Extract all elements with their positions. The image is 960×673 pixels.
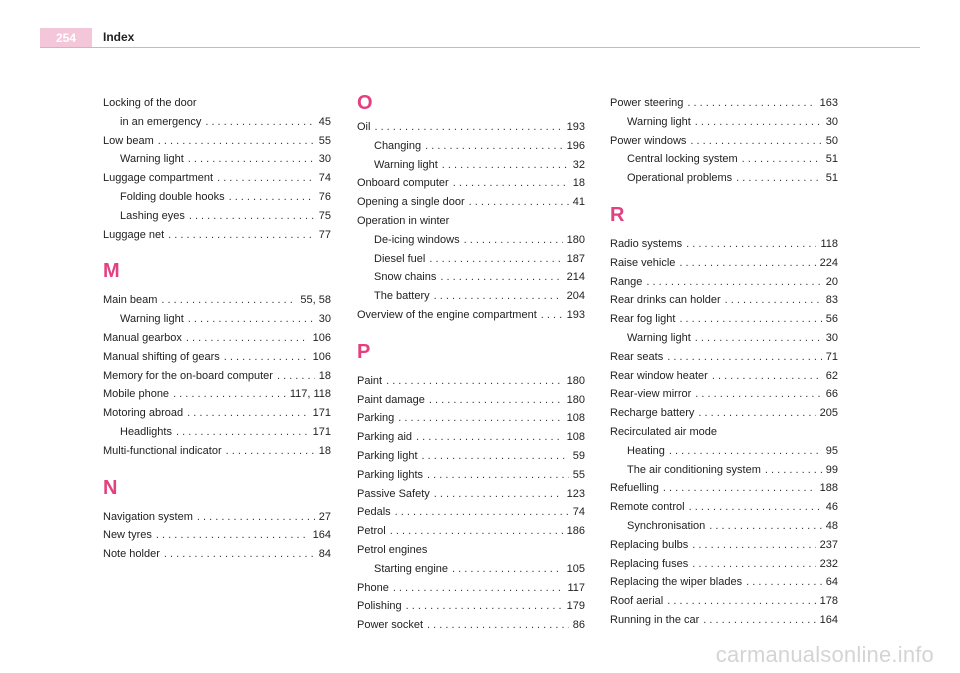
index-subentry — [610, 442, 838, 461]
entry-page-number: 186 — [566, 525, 585, 538]
dot-leader — [440, 268, 562, 287]
entry-term: Oil — [357, 121, 371, 133]
dot-leader — [156, 526, 309, 545]
entry-term: Operational problems — [627, 172, 733, 185]
entry-term: Rear fog light — [610, 313, 676, 326]
dot-leader — [197, 508, 315, 527]
dot-leader — [406, 597, 563, 616]
dot-leader — [669, 442, 822, 461]
entry-page-number: 118 — [820, 237, 838, 250]
entry-term: Rear-view mirror — [610, 388, 692, 401]
entry-term: Parking — [357, 412, 395, 425]
index-entry — [357, 174, 585, 193]
index-entry — [357, 372, 585, 391]
index-column-3 — [610, 94, 838, 630]
entry-page-number: 117 — [567, 581, 585, 594]
dot-leader — [690, 132, 821, 151]
entry-term: Motoring abroad — [103, 407, 184, 420]
index-subentry — [103, 310, 331, 329]
entry-term: Manual gearbox — [103, 331, 182, 344]
dot-leader — [695, 385, 821, 404]
dot-leader — [205, 113, 314, 132]
entry-term: Parking aid — [357, 431, 413, 444]
index-entry — [357, 597, 585, 616]
entry-page-number: 18 — [318, 444, 331, 457]
index-subentry — [357, 156, 585, 175]
entry-page-number: 18 — [572, 177, 585, 190]
entry-term: Warning light — [120, 153, 184, 166]
index-subentry — [357, 287, 585, 306]
index-column-2 — [357, 94, 585, 635]
entry-page-number: 30 — [318, 153, 331, 166]
dot-leader — [390, 522, 563, 541]
entry-page-number: 214 — [566, 271, 585, 284]
dot-leader — [429, 391, 563, 410]
dot-leader — [226, 442, 315, 461]
entry-page-number: 55, 58 — [300, 294, 331, 307]
entry-term: Warning light — [120, 313, 184, 326]
entry-page-number: 117, 118 — [289, 388, 331, 401]
dot-leader — [464, 231, 563, 250]
index-entry — [357, 428, 585, 447]
entry-term: Warning light — [627, 331, 691, 344]
dot-leader — [667, 348, 822, 367]
index-entry — [610, 132, 838, 151]
dot-leader — [692, 555, 815, 574]
entry-page-number: 86 — [572, 619, 585, 632]
index-entry — [103, 169, 331, 188]
index-subentry — [357, 250, 585, 269]
dot-leader — [703, 611, 815, 630]
entry-term: Paint — [357, 374, 383, 387]
dot-leader — [176, 423, 309, 442]
entry-term: Central locking system — [627, 153, 738, 166]
entry-term: Remote control — [610, 501, 685, 514]
index-entry — [103, 132, 331, 151]
index-entry — [103, 226, 331, 245]
dot-leader — [427, 616, 569, 635]
entry-page-number: 232 — [819, 557, 838, 570]
dot-leader — [189, 207, 315, 226]
entry-page-number: 193 — [566, 121, 585, 133]
entry-page-number: 163 — [819, 97, 838, 109]
dot-leader — [695, 113, 822, 132]
dot-leader — [168, 226, 315, 245]
index-entry — [610, 385, 838, 404]
entry-page-number: 64 — [825, 576, 838, 589]
entry-term: Mobile phone — [103, 388, 170, 401]
index-entry — [357, 409, 585, 428]
entry-term: Heating — [627, 444, 665, 457]
entry-page-number: 48 — [825, 519, 838, 532]
entry-term: Petrol — [357, 525, 386, 538]
entry-term: Locking of the door — [103, 97, 197, 109]
entry-term: Pedals — [357, 506, 391, 519]
index-entry — [357, 391, 585, 410]
index-entry — [103, 329, 331, 348]
entry-term: Rear drinks can holder — [610, 294, 721, 307]
index-subentry — [610, 461, 838, 480]
entry-page-number: 193 — [566, 308, 585, 321]
entry-term: Overview of the engine compartment — [357, 308, 537, 321]
index-entry — [610, 555, 838, 574]
watermark: carmanualsonline.info — [715, 642, 934, 667]
entry-term: Warning light — [627, 115, 691, 128]
dot-leader — [679, 254, 815, 273]
entry-term: Replacing bulbs — [610, 538, 689, 551]
entry-term: Folding double hooks — [120, 190, 225, 203]
entry-page-number: 108 — [566, 431, 585, 444]
entry-term: New tyres — [103, 529, 152, 542]
entry-page-number: 205 — [819, 407, 838, 420]
index-subentry — [610, 517, 838, 536]
entry-term: Starting engine — [374, 562, 448, 575]
entry-term: Note holder — [103, 548, 160, 561]
index-entry — [610, 592, 838, 611]
entry-term: Refuelling — [610, 482, 659, 495]
entry-page-number: 71 — [825, 350, 838, 363]
dot-leader — [746, 573, 822, 592]
dot-leader — [686, 235, 816, 254]
index-subentry — [357, 560, 585, 579]
entry-page-number: 171 — [312, 407, 331, 420]
index-entry — [610, 423, 838, 442]
dot-leader — [429, 250, 562, 269]
index-entry — [357, 447, 585, 466]
index-subentry — [103, 207, 331, 226]
entry-page-number: 196 — [566, 139, 585, 152]
entry-term: The air conditioning system — [627, 463, 761, 476]
dot-leader — [434, 287, 563, 306]
index-subentry — [610, 329, 838, 348]
entry-term: Rear window heater — [610, 369, 708, 382]
entry-term: Rear seats — [610, 350, 664, 363]
entry-term: Radio systems — [610, 237, 683, 250]
dot-leader — [663, 479, 816, 498]
dot-leader — [442, 156, 569, 175]
entry-term: Replacing the wiper blades — [610, 576, 743, 589]
entry-term: Diesel fuel — [374, 252, 426, 265]
entry-term: Memory for the on-board computer — [103, 369, 273, 382]
index-entry — [610, 254, 838, 273]
entry-term: Passive Safety — [357, 487, 430, 500]
index-entry — [357, 118, 585, 137]
index-entry — [610, 235, 838, 254]
entry-page-number: 55 — [572, 468, 585, 481]
dot-leader — [453, 174, 569, 193]
index-entry — [610, 573, 838, 592]
index-entry — [103, 385, 331, 404]
entry-page-number: 164 — [312, 529, 331, 542]
entry-page-number: 74 — [318, 172, 331, 185]
entry-page-number: 95 — [825, 444, 838, 457]
entry-term: Luggage net — [103, 228, 165, 241]
entry-page-number: 108 — [566, 412, 585, 425]
dot-leader — [427, 466, 569, 485]
entry-page-number: 76 — [318, 190, 331, 203]
index-entry — [610, 94, 838, 113]
page-number: 254 — [40, 28, 92, 48]
entry-term: Power steering — [610, 97, 684, 109]
section-letter: N — [103, 476, 118, 499]
entry-page-number: 66 — [825, 388, 838, 401]
dot-leader — [393, 579, 564, 598]
entry-page-number: 180 — [566, 393, 585, 406]
entry-term: Warning light — [374, 158, 438, 171]
dot-leader — [692, 536, 815, 555]
entry-term: Petrol engines — [357, 543, 428, 556]
entry-page-number: 45 — [318, 115, 331, 128]
dot-leader — [164, 545, 315, 564]
index-entry — [103, 442, 331, 461]
entry-page-number: 30 — [825, 115, 838, 128]
entry-page-number: 30 — [825, 331, 838, 344]
entry-term: Luggage compartment — [103, 172, 214, 185]
index-entry — [610, 498, 838, 517]
page-title: Index — [103, 30, 135, 44]
index-entry — [610, 404, 838, 423]
index-entry — [357, 193, 585, 212]
index-entry — [610, 367, 838, 386]
entry-term: The battery — [374, 290, 430, 303]
entry-page-number: 204 — [566, 290, 585, 303]
entry-term: Power windows — [610, 134, 687, 147]
index-subentry — [610, 113, 838, 132]
index-subentry — [103, 423, 331, 442]
entry-term: Paint damage — [357, 393, 425, 406]
entry-page-number: 123 — [566, 487, 585, 500]
entry-page-number: 59 — [572, 449, 585, 462]
entry-page-number: 18 — [318, 369, 331, 382]
entry-term: Synchronisation — [627, 519, 706, 532]
dot-leader — [452, 560, 563, 579]
entry-term: Lashing eyes — [120, 209, 185, 222]
entry-term: Running in the car — [610, 613, 700, 626]
entry-term: Polishing — [357, 600, 402, 613]
entry-term: Headlights — [120, 425, 172, 438]
dot-leader — [687, 94, 815, 113]
dot-leader — [725, 291, 822, 310]
entry-page-number: 164 — [819, 613, 838, 626]
entry-page-number: 105 — [566, 562, 585, 575]
index-entry — [610, 536, 838, 555]
dot-leader — [646, 273, 821, 292]
entry-page-number: 237 — [819, 538, 838, 551]
entry-term: Roof aerial — [610, 595, 664, 608]
section-letter: M — [103, 260, 120, 283]
entry-term: Replacing fuses — [610, 557, 689, 570]
entry-page-number: 99 — [825, 463, 838, 476]
entry-page-number: 77 — [318, 228, 331, 241]
entry-page-number: 75 — [318, 209, 331, 222]
dot-leader — [187, 404, 309, 423]
index-subentry — [357, 268, 585, 287]
entry-page-number: 84 — [318, 548, 331, 561]
index-entry — [357, 541, 585, 560]
entry-term: Multi-functional indicator — [103, 444, 222, 457]
dot-leader — [188, 150, 315, 169]
entry-term: Parking lights — [357, 468, 424, 481]
dot-leader — [416, 428, 563, 447]
entry-page-number: 224 — [819, 256, 838, 269]
index-subentry — [103, 188, 331, 207]
dot-leader — [434, 485, 563, 504]
dot-leader — [224, 348, 309, 367]
entry-page-number: 62 — [825, 369, 838, 382]
section-letter: R — [610, 203, 625, 226]
dot-leader — [667, 592, 815, 611]
index-entry — [357, 485, 585, 504]
index-subentry — [103, 113, 331, 132]
dot-leader — [158, 132, 315, 151]
entry-page-number: 180 — [566, 374, 585, 387]
entry-page-number: 56 — [825, 313, 838, 326]
header-divider — [40, 47, 920, 48]
section-letter: P — [357, 340, 371, 363]
index-entry — [103, 508, 331, 527]
dot-leader — [709, 517, 821, 536]
dot-leader — [736, 169, 822, 188]
dot-leader — [229, 188, 315, 207]
dot-leader — [386, 372, 563, 391]
entry-page-number: 188 — [819, 482, 838, 495]
index-column-1 — [103, 94, 331, 564]
dot-leader — [186, 329, 309, 348]
index-subentry — [610, 169, 838, 188]
entry-page-number: 51 — [825, 172, 838, 185]
entry-page-number: 83 — [825, 294, 838, 307]
dot-leader — [695, 329, 822, 348]
dot-leader — [188, 310, 315, 329]
index-entry — [610, 479, 838, 498]
index-entry — [357, 466, 585, 485]
entry-term: Raise vehicle — [610, 256, 676, 269]
dot-leader — [698, 404, 815, 423]
entry-page-number: 180 — [566, 233, 585, 246]
dot-leader — [765, 461, 822, 480]
index-entry — [610, 273, 838, 292]
entry-term: Main beam — [103, 294, 158, 307]
index-entry — [357, 503, 585, 522]
dot-leader — [469, 193, 569, 212]
dot-leader — [541, 306, 563, 325]
index-entry — [103, 545, 331, 564]
index-entry — [357, 306, 585, 325]
dot-leader — [422, 447, 569, 466]
index-entry — [103, 348, 331, 367]
index-entry — [610, 310, 838, 329]
dot-leader — [161, 291, 296, 310]
entry-page-number: 187 — [566, 252, 585, 265]
entry-term: Navigation system — [103, 510, 193, 523]
entry-page-number: 106 — [312, 331, 331, 344]
dot-leader — [679, 310, 821, 329]
dot-leader — [374, 118, 562, 137]
entry-term: in an emergency — [120, 115, 202, 128]
entry-term: Operation in winter — [357, 214, 450, 227]
entry-term: Recirculated air mode — [610, 425, 717, 438]
dot-leader — [277, 367, 315, 386]
dot-leader — [742, 150, 822, 169]
index-subentry — [103, 150, 331, 169]
index-entry — [610, 611, 838, 630]
entry-term: Onboard computer — [357, 177, 449, 190]
entry-page-number: 20 — [825, 275, 838, 288]
dot-leader — [173, 385, 286, 404]
entry-page-number: 74 — [572, 506, 585, 519]
entry-page-number: 50 — [825, 134, 838, 147]
index-entry — [610, 348, 838, 367]
dot-leader — [712, 367, 822, 386]
index-entry — [103, 526, 331, 545]
index-entry — [103, 94, 331, 113]
entry-page-number: 32 — [572, 158, 585, 171]
entry-term: De-icing windows — [374, 233, 460, 246]
dot-leader — [689, 498, 822, 517]
index-subentry — [357, 137, 585, 156]
index-entry — [103, 291, 331, 310]
index-entry — [103, 404, 331, 423]
index-entry — [103, 367, 331, 386]
dot-leader — [217, 169, 315, 188]
entry-term: Power socket — [357, 619, 424, 632]
entry-term: Phone — [357, 581, 389, 594]
dot-leader — [425, 137, 563, 156]
entry-term: Parking light — [357, 449, 418, 462]
entry-page-number: 51 — [825, 153, 838, 166]
entry-page-number: 55 — [318, 134, 331, 147]
entry-term: Manual shifting of gears — [103, 350, 220, 363]
entry-page-number: 46 — [825, 501, 838, 514]
entry-page-number: 41 — [572, 196, 585, 209]
dot-leader — [395, 503, 569, 522]
entry-page-number: 171 — [312, 425, 331, 438]
entry-page-number: 179 — [566, 600, 585, 613]
index-entry — [357, 616, 585, 635]
entry-term: Snow chains — [374, 271, 437, 284]
index-subentry — [357, 231, 585, 250]
entry-page-number: 27 — [318, 510, 331, 523]
entry-term: Range — [610, 275, 643, 288]
index-entry — [357, 522, 585, 541]
entry-term: Changing — [374, 139, 422, 152]
index-entry — [357, 212, 585, 231]
entry-page-number: 106 — [312, 350, 331, 363]
dot-leader — [398, 409, 562, 428]
entry-term: Low beam — [103, 134, 154, 147]
index-entry — [357, 579, 585, 598]
section-letter: O — [357, 92, 373, 114]
index-entry — [610, 291, 838, 310]
entry-term: Recharge battery — [610, 407, 695, 420]
entry-term: Opening a single door — [357, 196, 465, 209]
entry-page-number: 178 — [819, 595, 838, 608]
entry-page-number: 30 — [318, 313, 331, 326]
index-subentry — [610, 150, 838, 169]
